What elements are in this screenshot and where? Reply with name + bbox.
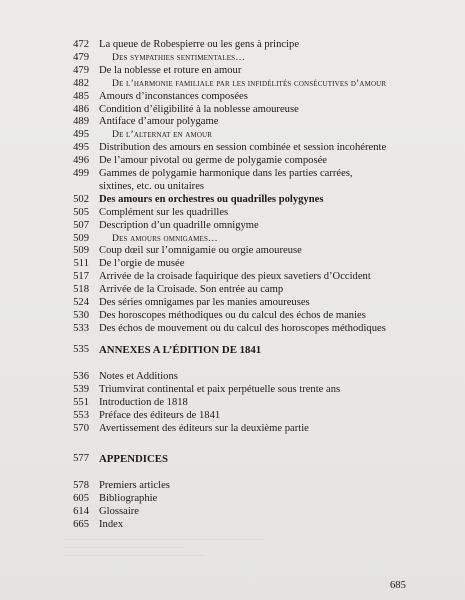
toc-page-number: 524 xyxy=(73,297,89,308)
toc-title: Arrivée de la Croisade. Son entrée au camp xyxy=(99,284,284,295)
toc-page-number: 536 xyxy=(73,371,89,382)
toc-entry xyxy=(0,141,465,155)
toc-page-number: 533 xyxy=(73,323,89,334)
toc-title: Arrivée de la croisade faquirique des pieux savetiers d’Occident xyxy=(99,271,371,282)
toc-title: ANNEXES A L’ÉDITION DE 1841 xyxy=(99,344,262,356)
toc-page-number: 499 xyxy=(73,168,89,179)
toc-entry xyxy=(0,244,465,258)
toc-page-number: 482 xyxy=(73,78,89,89)
toc-title: Des horoscopes méthodiques ou du calcul des échos de manies xyxy=(99,310,366,321)
toc-page-number: 489 xyxy=(73,116,89,127)
toc-entry xyxy=(0,479,465,493)
toc-title: Coup dœil sur l’omnigamie ou orgie amoureuse xyxy=(99,245,302,256)
toc-page-number: 479 xyxy=(73,52,89,63)
toc-entry xyxy=(0,206,465,220)
toc-page-number: 517 xyxy=(73,271,89,282)
toc-title: Triumvirat continental et paix perpétuelle sous trente ans xyxy=(99,384,341,395)
toc-page-number: 570 xyxy=(73,423,89,434)
toc-title: Index xyxy=(99,519,124,530)
toc-page-number: 479 xyxy=(73,65,89,76)
toc-title: Condition d’éligibilité à la noblesse amoureuse xyxy=(99,104,299,115)
toc-entry xyxy=(0,90,465,104)
toc-page-number: 539 xyxy=(73,384,89,395)
toc-page-number: 509 xyxy=(73,233,89,244)
toc-entry xyxy=(0,383,465,397)
toc-page-number: 505 xyxy=(73,207,89,218)
toc-title: Glossaire xyxy=(99,506,140,517)
toc-entry xyxy=(0,219,465,233)
toc-page-number: 495 xyxy=(73,129,89,140)
toc-entry xyxy=(0,180,465,194)
toc-entry xyxy=(0,128,465,142)
toc-page-number: 530 xyxy=(73,310,89,321)
toc-title: Des sympathies sentimentales… xyxy=(112,52,245,63)
toc-entry xyxy=(0,51,465,65)
toc-title: Complément sur les quadrilles xyxy=(99,207,229,218)
toc-entry xyxy=(0,370,465,384)
toc-entry xyxy=(0,257,465,271)
toc-title: De la noblesse et roture en amour xyxy=(99,65,242,76)
toc-entry xyxy=(0,193,465,207)
toc-title: Amours d’inconstances composées xyxy=(99,91,248,102)
toc-entry xyxy=(0,492,465,506)
toc-title: Bibliographie xyxy=(99,493,158,504)
toc-title: De l’amour pivotal ou germe de polygamie composée xyxy=(99,155,327,166)
toc-entry xyxy=(0,518,465,532)
toc-entry xyxy=(0,283,465,297)
toc-title: La queue de Robespierre ou les gens à principe xyxy=(99,39,300,50)
toc-entry xyxy=(0,409,465,423)
toc-title: De l’alternat en amour xyxy=(112,129,213,140)
toc-page-number: 511 xyxy=(73,258,89,269)
toc-page-number: 509 xyxy=(73,245,89,256)
toc-entry xyxy=(0,270,465,284)
toc-title: Des amours en orchestres ou quadrilles polygynes xyxy=(99,194,324,205)
toc-entry xyxy=(0,64,465,78)
toc-page-number: 472 xyxy=(73,39,89,50)
toc-page-number: 553 xyxy=(73,410,89,421)
toc-page-number: 486 xyxy=(73,104,89,115)
toc-page-number: 495 xyxy=(73,142,89,153)
toc-section-heading xyxy=(0,452,465,466)
toc-entry xyxy=(0,167,465,181)
toc-page-number: 605 xyxy=(73,493,89,504)
toc-title: sixtines, etc. ou unitaires xyxy=(99,181,205,192)
toc-title: De l’harmonie familiale par les infidélités consécutives d’amour xyxy=(112,78,387,89)
toc-title: Description d’un quadrille omnigyme xyxy=(99,220,259,231)
toc-title: De l’orgie de musée xyxy=(99,258,185,269)
toc-title: Premiers articles xyxy=(99,480,170,491)
toc-title: Antiface d’amour polygame xyxy=(99,116,219,127)
toc-page-number: 614 xyxy=(73,506,89,517)
toc-entry xyxy=(0,422,465,436)
toc-title: Des séries omnigames par les manies amoureuses xyxy=(99,297,310,308)
toc-title: Avertissement des éditeurs sur la deuxième partie xyxy=(99,423,309,434)
toc-page-number: 485 xyxy=(73,91,89,102)
toc-entry xyxy=(0,322,465,336)
toc-entry xyxy=(0,309,465,323)
toc-page-number: 578 xyxy=(73,480,89,491)
toc-page-number: 577 xyxy=(73,453,89,464)
toc-section-heading xyxy=(0,343,465,357)
toc-entry xyxy=(0,77,465,91)
toc-title: Des échos de mouvement ou du calcul des horoscopes méthodiques xyxy=(99,323,386,334)
toc-page-number: 665 xyxy=(73,519,89,530)
toc-page-number: 507 xyxy=(73,220,89,231)
toc-entry xyxy=(0,505,465,519)
toc-entry xyxy=(0,154,465,168)
toc-title: Des amours omnigames… xyxy=(112,233,218,244)
toc-title: Introduction de 1818 xyxy=(99,397,188,408)
toc-entry xyxy=(0,38,465,52)
toc-title: APPENDICES xyxy=(99,453,168,465)
toc-title: Préface des éditeurs de 1841 xyxy=(99,410,221,421)
toc-title: Gammes de polygamie harmonique dans les parties carrées, xyxy=(99,168,353,179)
toc-entry xyxy=(0,115,465,129)
toc-page-number: 518 xyxy=(73,284,89,295)
toc-title: Distribution des amours en session combinée et session incohérente xyxy=(99,142,387,153)
toc-page-number: 551 xyxy=(73,397,89,408)
faint-printer-imprint xyxy=(64,532,294,556)
toc-page-number: 502 xyxy=(73,194,89,205)
toc-page-number: 535 xyxy=(73,344,89,355)
page-number: 685 xyxy=(390,580,406,591)
toc-page-number: 496 xyxy=(73,155,89,166)
toc-entry xyxy=(0,296,465,310)
toc-title: Notes et Additions xyxy=(99,371,178,382)
toc-entry xyxy=(0,396,465,410)
